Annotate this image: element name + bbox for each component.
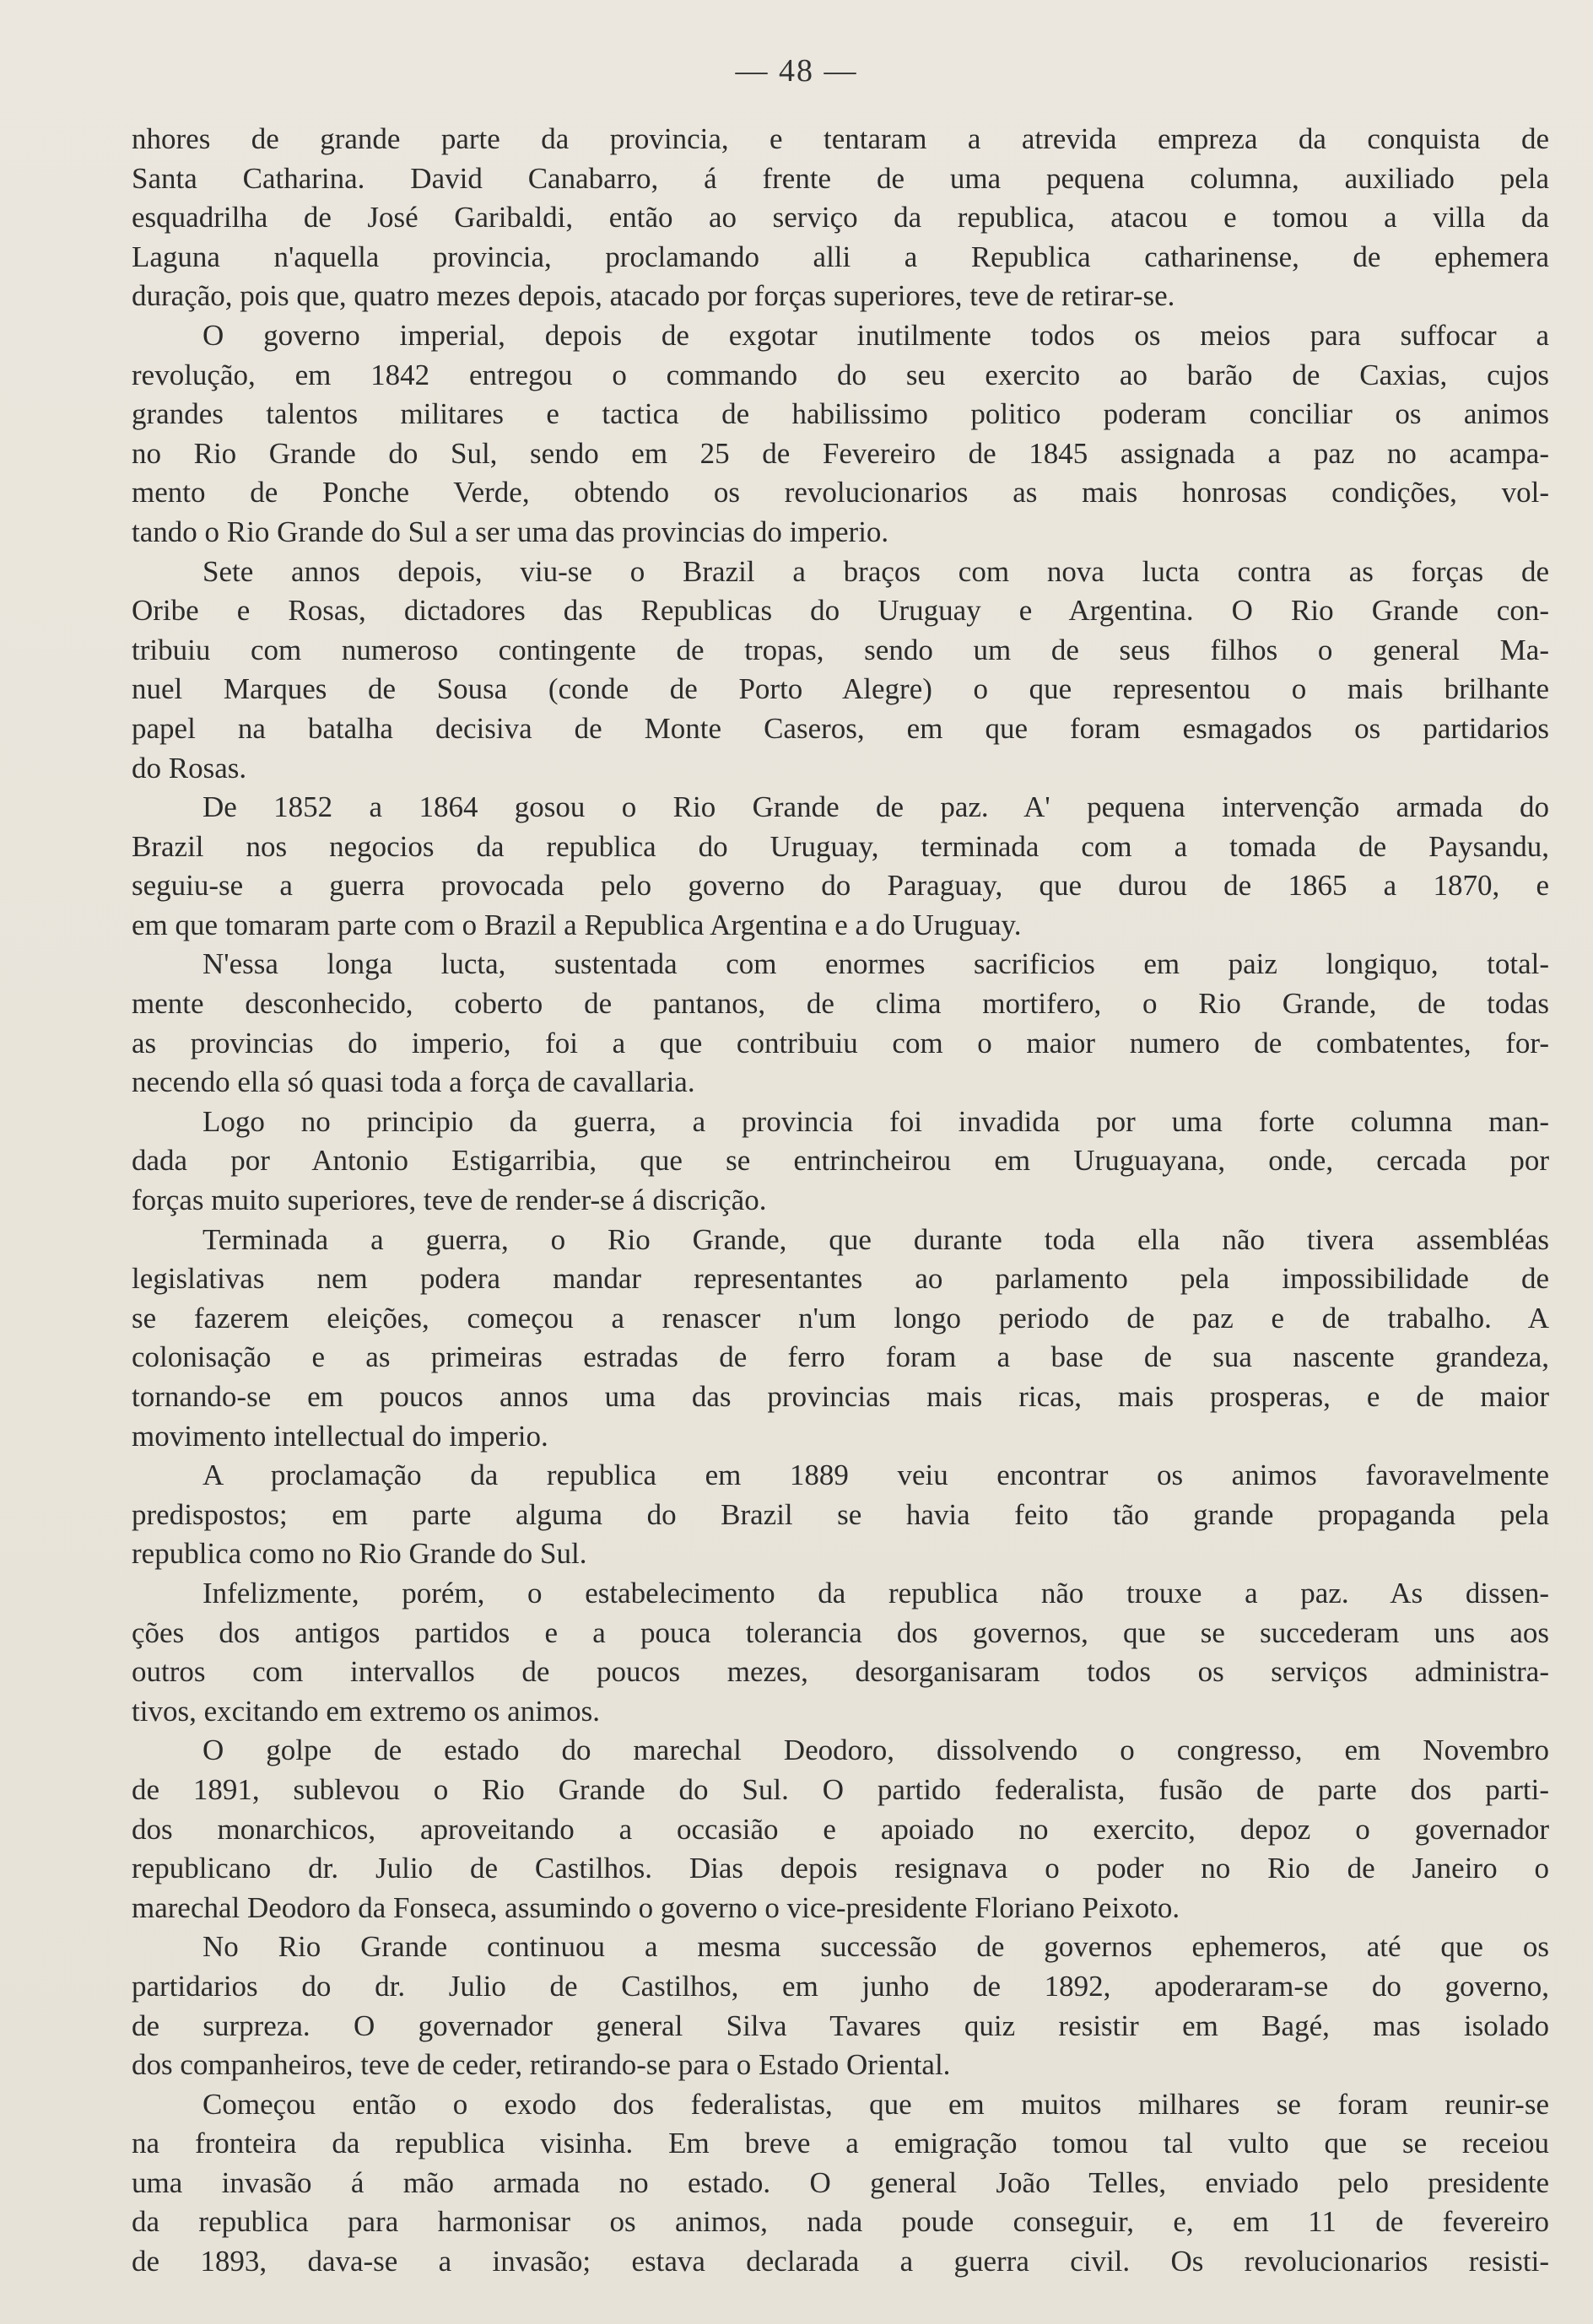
paragraph (132, 1574, 1549, 1731)
text-line: tribuiu com numeroso contingente de tropas, sendo um de seus filhos o general Ma- (132, 633, 1549, 666)
paragraph (132, 1103, 1549, 1221)
text-line: outros com intervallos de poucos mezes, desorganisaram todos os serviços administra- (132, 1655, 1549, 1689)
text-line: da republica para harmonisar os animos, nada poude conseguir, e, em 11 de fevereiro (132, 2205, 1549, 2239)
text-line: Santa Catharina. David Canabarro, á frente de uma pequena columna, auxiliado pela (132, 161, 1549, 195)
text-line: nhores de grande parte da provincia, e tentaram a atrevida empreza da conquista de (132, 122, 1549, 155)
paragraph (132, 945, 1549, 1102)
text-line: papel na batalha decisiva de Monte Caseros, em que foram esmagados os partidarios (132, 711, 1549, 745)
text-line: colonisação e as primeiras estradas de ferro foram a base de sua nascente grandeza, (132, 1340, 1549, 1374)
text-line: dos companheiros, teve de ceder, retirando-se para o Estado Oriental. (132, 2048, 951, 2082)
text-line: Sete annos depois, viu-se o Brazil a braços com nova lucta contra as forças de (202, 554, 1549, 588)
text-line: uma invasão á mão armada no estado. O general João Telles, enviado pelo presidente (132, 2165, 1549, 2199)
text-line: tando o Rio Grande do Sul a ser uma das provincias do imperio. (132, 515, 889, 548)
text-line: No Rio Grande continuou a mesma successão de governos ephemeros, até que os (202, 1930, 1549, 1964)
text-line: de 1893, dava-se a invasão; estava declarada a guerra civil. Os revolucionarios resisti- (132, 2245, 1549, 2278)
text-line: O golpe de estado do marechal Deodoro, dissolvendo o congresso, em Novembro (202, 1734, 1549, 1767)
text-line: de 1891, sublevou o Rio Grande do Sul. O partido federalista, fusão de parte dos parti- (132, 1772, 1549, 1806)
text-line: tornando-se em poucos annos uma das provincias mais ricas, mais prosperas, e de maior (132, 1380, 1549, 1413)
text-line: movimento intellectual do imperio. (132, 1419, 548, 1453)
text-line: em que tomaram parte com o Brazil a Republica Argentina e a do Uruguay. (132, 908, 1022, 941)
paragraph (132, 1731, 1549, 1928)
text-line: marechal Deodoro da Fonseca, assumindo o governo o vice-presidente Floriano Peixoto. (132, 1890, 1180, 1924)
paragraph (132, 1456, 1549, 1574)
text-line: seguiu-se a guerra provocada pelo governo do Paraguay, que durou de 1865 a 1870, e (132, 869, 1549, 903)
text-line: predispostos; em parte alguma do Brazil se havia feito tão grande propaganda pela (132, 1497, 1549, 1531)
paragraph (132, 316, 1549, 553)
text-body (132, 120, 1549, 2282)
text-line: Oribe e Rosas, dictadores das Republicas do Uruguay e Argentina. O Rio Grande con- (132, 594, 1549, 628)
text-line: A proclamação da republica em 1889 veiu encontrar os animos favoravelmente (202, 1459, 1549, 1492)
text-line: as provincias do imperio, foi a que contribuiu com o maior numero de combatentes, for- (132, 1026, 1549, 1060)
text-line: O governo imperial, depois de exgotar inutilmente todos os meios para suffocar a (202, 318, 1549, 352)
text-line: Terminada a guerra, o Rio Grande, que durante toda ella não tivera assembléas (202, 1222, 1549, 1256)
text-line: republica como no Rio Grande do Sul. (132, 1537, 587, 1571)
text-line: na fronteira da republica visinha. Em breve a emigração tomou tal vulto que se receiou (132, 2127, 1549, 2160)
text-line: Laguna n'aquella provincia, proclamando alli a Republica catharinense, de ephemera (132, 240, 1549, 273)
text-line: N'essa longa lucta, sustentada com enormes sacrificios em paiz longiquo, total- (202, 947, 1549, 981)
text-line: revolução, em 1842 entregou o commando do seu exercito ao barão de Caxias, cujos (132, 358, 1549, 391)
text-line: se fazerem eleições, começou a renascer n'um longo periodo de paz e de trabalho. A (132, 1301, 1549, 1335)
text-line: ções dos antigos partidos e a pouca tolerancia dos governos, que se succederam uns aos (132, 1615, 1549, 1649)
text-line: mente desconhecido, coberto de pantanos, de clima mortifero, o Rio Grande, de todas (132, 987, 1549, 1021)
text-line: legislativas nem podera mandar representantes ao parlamento pela impossibilidade de (132, 1262, 1549, 1296)
text-line: republicano dr. Julio de Castilhos. Dias depois resignava o poder no Rio de Janeiro o (132, 1852, 1549, 1885)
text-line: nuel Marques de Sousa (conde de Porto Alegre) o que representou o mais brilhante (132, 672, 1549, 706)
text-line: dada por Antonio Estigarribia, que se entrincheirou em Uruguayana, onde, cercada por (132, 1144, 1549, 1178)
text-line: esquadrilha de José Garibaldi, então ao serviço da republica, atacou e tomou a villa da (132, 201, 1549, 235)
paragraph (132, 1221, 1549, 1457)
text-line: dos monarchicos, aproveitando a occasião e apoiado no exercito, depoz o governador (132, 1812, 1549, 1846)
text-line: grandes talentos militares e tactica de habilissimo politico poderam conciliar os animos (132, 397, 1549, 431)
text-line: forças muito superiores, teve de render-se á discrição. (132, 1184, 767, 1217)
text-line: duração, pois que, quatro mezes depois, atacado por forças superiores, teve de retirar-se. (132, 279, 1175, 313)
text-line: do Rosas. (132, 751, 247, 785)
paragraph (132, 553, 1549, 789)
page-number: — 48 — (735, 53, 858, 89)
text-line: Começou então o exodo dos federalistas, que em muitos milhares se foram reunir-se (202, 2087, 1549, 2121)
text-line: partidarios do dr. Julio de Castilhos, em junho de 1892, apoderaram-se do governo, (132, 1969, 1549, 2003)
text-line: necendo ella só quasi toda a força de cavallaria. (132, 1065, 695, 1099)
text-line: de surpreza. O governador general Silva Tavares quiz resistir em Bagé, mas isolado (132, 2009, 1549, 2042)
text-line: no Rio Grande do Sul, sendo em 25 de Fevereiro de 1845 assignada a paz no acampa- (132, 436, 1549, 470)
paragraph (132, 120, 1549, 316)
paragraph (132, 2085, 1549, 2282)
text-line: mento de Ponche Verde, obtendo os revolucionarios as mais honrosas condições, vol- (132, 476, 1549, 510)
text-line: De 1852 a 1864 gosou o Rio Grande de paz. A' pequena intervenção armada do (202, 790, 1549, 824)
text-line: Logo no principio da guerra, a provincia foi invadida por uma forte columna man- (202, 1104, 1549, 1138)
text-line: Brazil nos negocios da republica do Uruguay, terminada com a tomada de Paysandu, (132, 829, 1549, 863)
paragraph (132, 788, 1549, 945)
text-line: Infelizmente, porém, o estabelecimento da republica não trouxe a paz. As dissen- (202, 1576, 1549, 1610)
paragraph (132, 1928, 1549, 2084)
text-line: tivos, excitando em extremo os animos. (132, 1694, 601, 1728)
